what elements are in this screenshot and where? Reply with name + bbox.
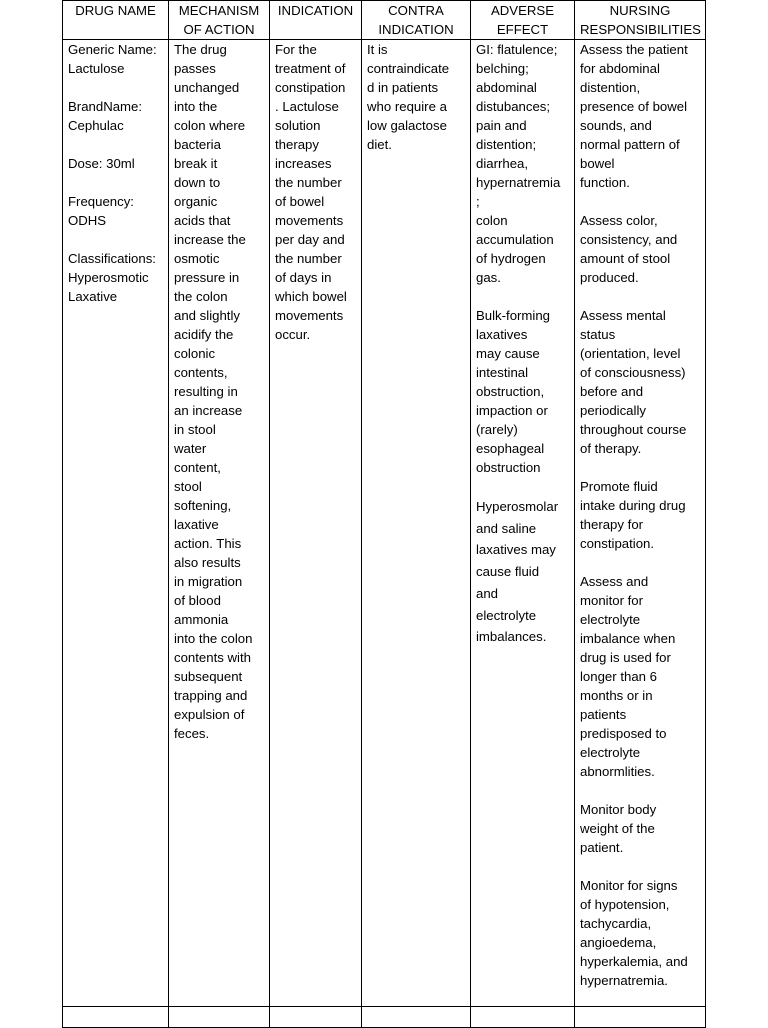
empty-cell — [270, 1007, 362, 1028]
empty-cell — [63, 1007, 169, 1028]
header-drug-name-text: DRUG NAME — [75, 3, 156, 18]
header-contraindication — [362, 1, 471, 40]
cell-indication — [270, 40, 362, 1007]
next-row-partial — [63, 1007, 706, 1028]
classifications: Classifications: Hyperosmotic Laxative — [68, 251, 156, 304]
nursing-item: Monitor body weight of the patient. — [580, 802, 657, 855]
header-mechanism-line2: OF ACTION — [183, 22, 255, 37]
brand-name: BrandName: Cephulac — [68, 99, 143, 133]
drug-study-table — [62, 0, 706, 1028]
cell-adverse-effect — [471, 40, 575, 1007]
nursing-item: Assess color, consistency, and amount of stool produced. — [580, 213, 678, 285]
header-row — [63, 1, 706, 40]
adverse-gi: GI: flatulence; belching; abdominal distubances; pain and distention; diarrhea, hypernatremia ; colon accumulation of hydrogen gas. — [476, 42, 561, 285]
header-nursing-line2: RESPONSIBILITIES — [580, 22, 701, 37]
cell-nursing — [575, 40, 706, 1007]
indication-text: For the treatment of constipation . Lactulose solution therapy increases the number of bowel movements per day and the number of days in which bowel movements occur. — [275, 42, 347, 342]
empty-cell — [362, 1007, 471, 1028]
header-nursing-line1: NURSING — [609, 3, 671, 18]
contraindication-text: It is contraindicate d in patients who require a low galactose diet. — [367, 42, 450, 152]
empty-cell — [471, 1007, 575, 1028]
mechanism-text: The drug passes unchanged into the colon where bacteria break it down to organic acids that increase the osmotic pressure in the colon and slightly acidify the colonic contents, resulting in an increase in stool water content, stool softening, laxative action. This also results in migration of blood ammonia into the colon contents with subsequent trapping and expulsion of feces. — [174, 42, 253, 741]
drug-row — [63, 40, 706, 1007]
nursing-item: Monitor for signs of hypotension, tachycardia, angioedema, hyperkalemia, and hypernatremia. — [580, 878, 688, 988]
header-mechanism — [169, 1, 270, 40]
header-nursing — [575, 1, 706, 40]
header-adverse-effect — [471, 1, 575, 40]
header-adverse-line1: ADVERSE — [490, 3, 555, 18]
nursing-item: Assess the patient for abdominal distention, presence of bowel sounds, and normal pattern of bowel function. — [580, 42, 688, 190]
header-indication-text: INDICATION — [277, 3, 354, 18]
header-mechanism-line1: MECHANISM — [178, 3, 260, 18]
cell-mechanism — [169, 40, 270, 1007]
cell-contraindication — [362, 40, 471, 1007]
adverse-bulk-forming: Bulk-forming laxatives may cause intestinal obstruction, impaction or (rarely) esophageal obstruction — [476, 308, 551, 475]
generic-name: Generic Name: Lactulose — [68, 42, 157, 76]
adverse-hyperosmolar: Hyperosmolar and saline laxatives may cause fluid and electrolyte imbalances. — [476, 499, 559, 645]
frequency: Frequency: ODHS — [68, 194, 134, 228]
header-indication — [270, 1, 362, 40]
nursing-item: Assess mental status (orientation, level of consciousness) before and periodically throughout course of therapy. — [580, 308, 687, 456]
nursing-item: Promote fluid intake during drug therapy for constipation. — [580, 479, 686, 551]
nursing-item: Assess and monitor for electrolyte imbalance when drug is used for longer than 6 months or in patients predisposed to electrolyte abnormlities. — [580, 574, 676, 779]
empty-cell — [575, 1007, 706, 1028]
dose: Dose: 30ml — [68, 156, 135, 171]
header-drug-name — [63, 1, 169, 40]
cell-drug-name — [63, 40, 169, 1007]
empty-cell — [169, 1007, 270, 1028]
header-adverse-line2: EFFECT — [496, 22, 549, 37]
header-contra-line1: CONTRA — [388, 3, 444, 18]
header-contra-line2: INDICATION — [378, 22, 454, 37]
